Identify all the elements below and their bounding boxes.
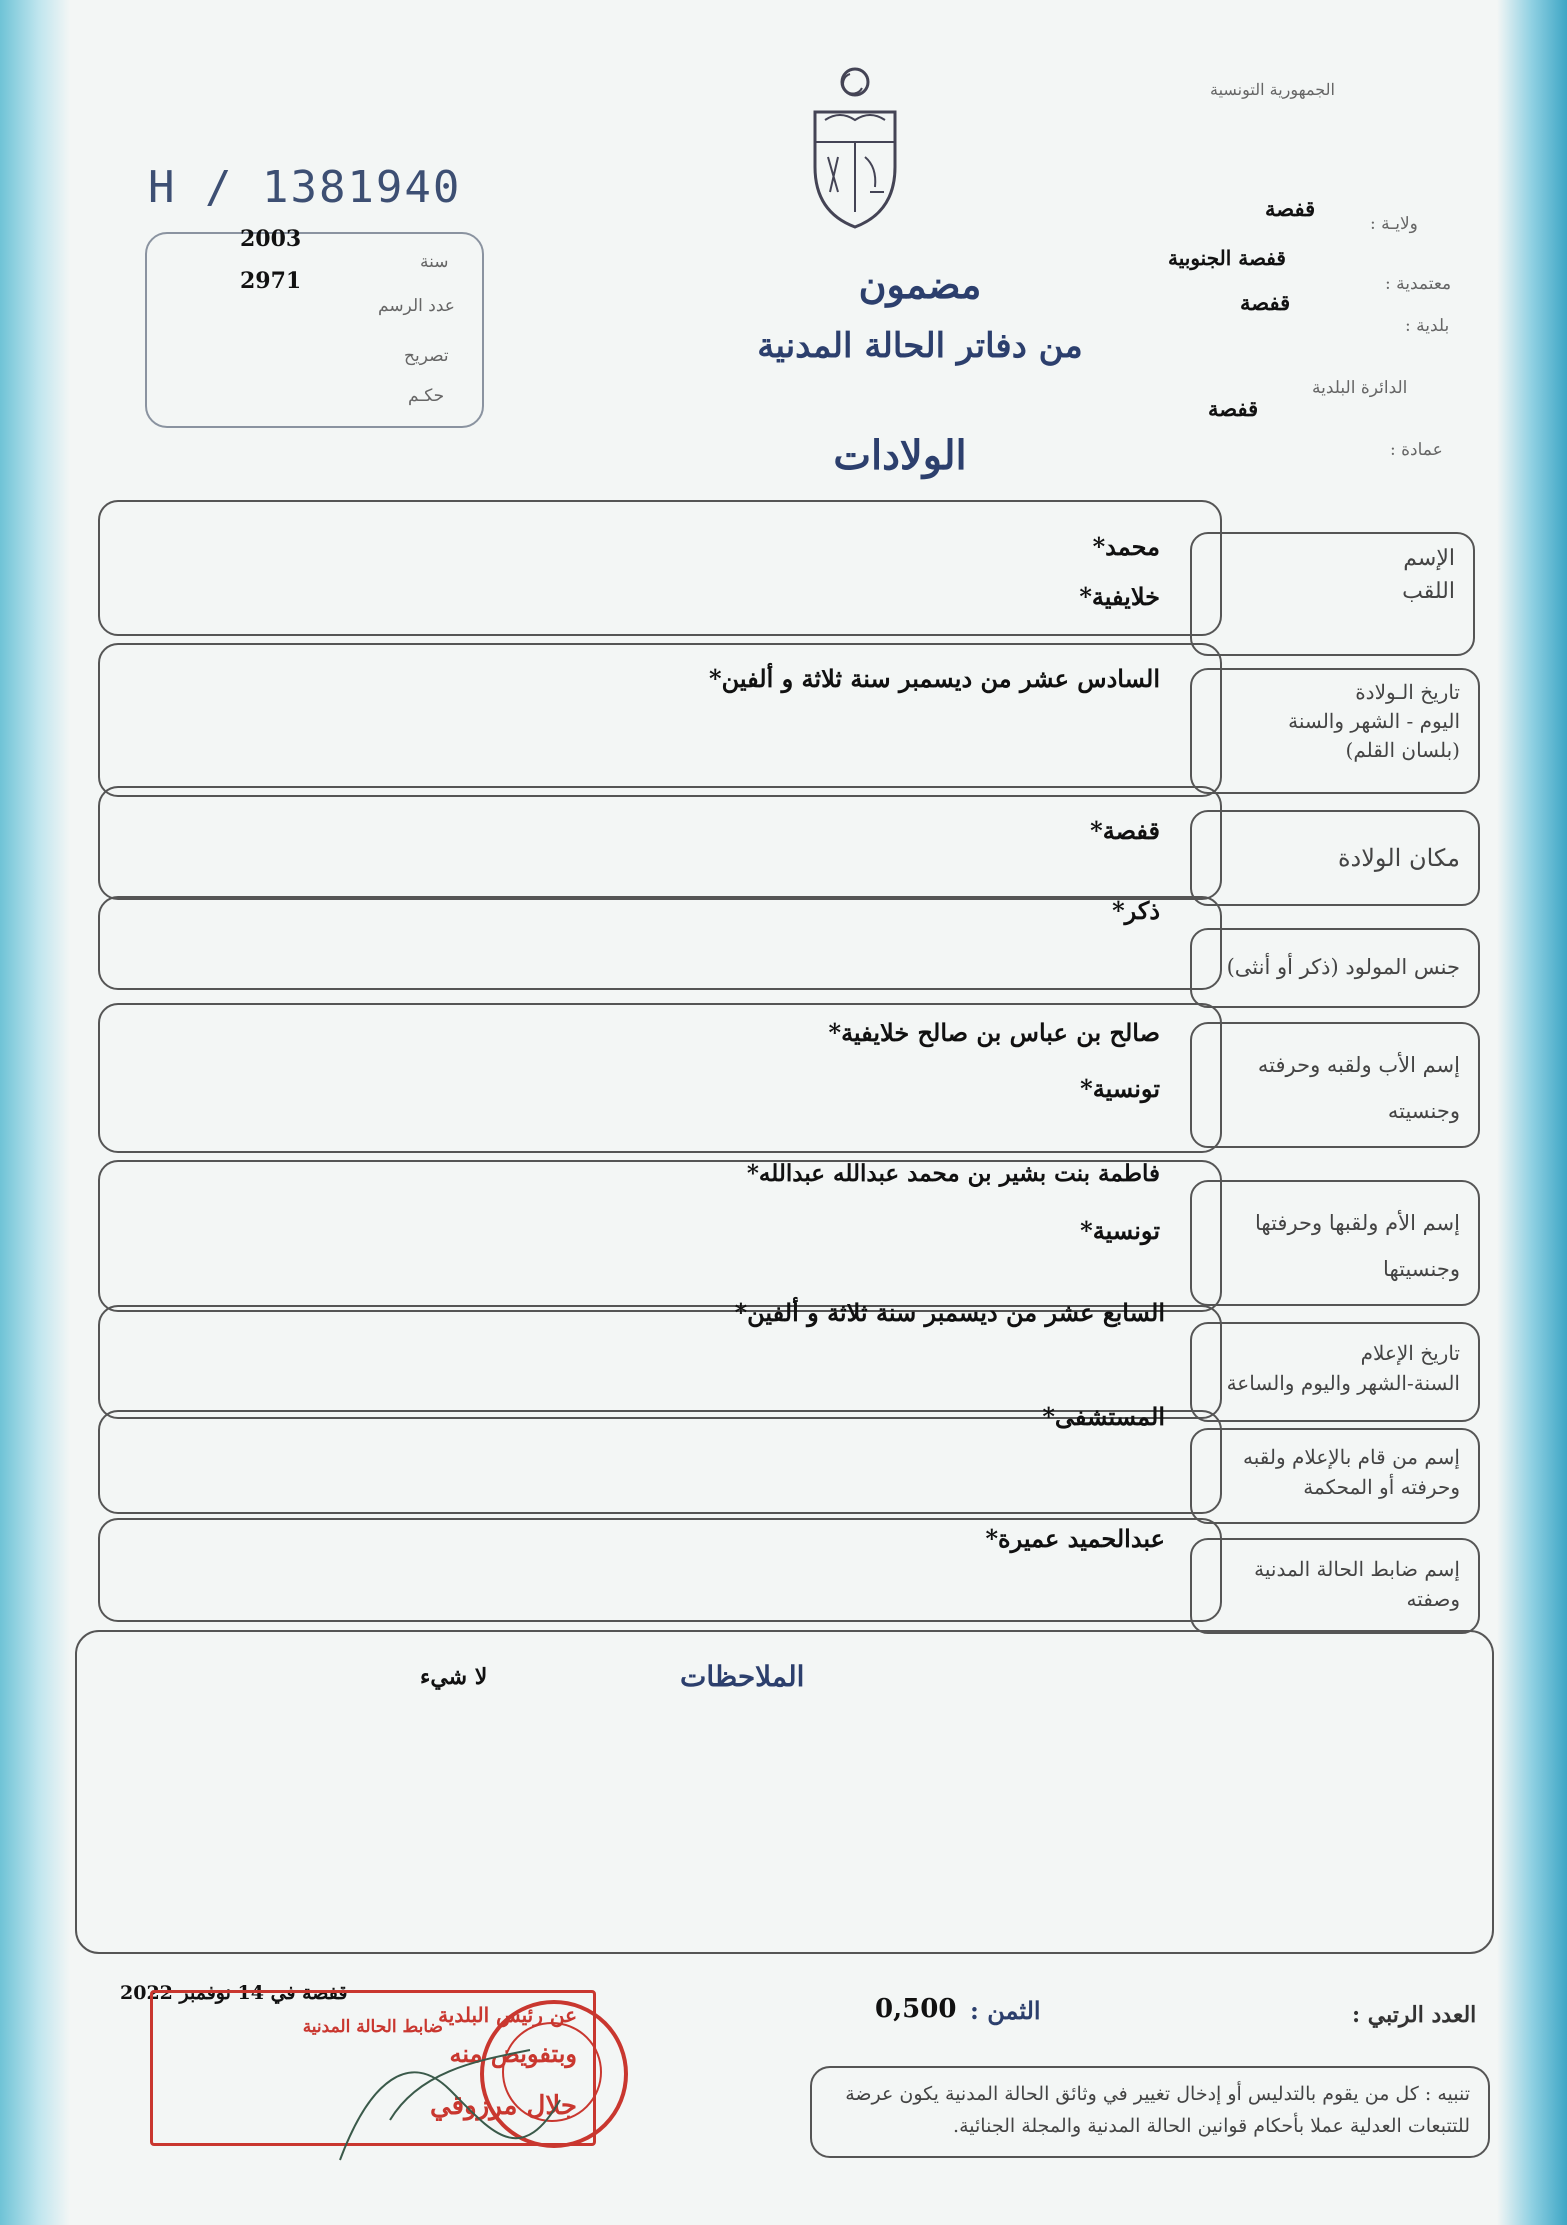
price-value: 0,500 (875, 1994, 957, 2024)
serial-label: العدد الرتبي : (1352, 2002, 1477, 2028)
declarant-sublabel: وحرفته أو المحكمة (1303, 1475, 1460, 1499)
birth-date-value: السادس عشر من ديسمبر سنة ثلاثة و ألفين* (709, 664, 1160, 693)
officer-label: إسم ضابط الحالة المدنية (1254, 1557, 1460, 1581)
officer-value: عبدالحميد عميرة* (985, 1524, 1165, 1553)
legal-warning-line1: تنبيه : كل من يقوم بالتدليس أو إدخال تغيير في وثائق الحالة المدنية يكون عرضة (845, 2083, 1470, 2105)
name-label: الإسم (1403, 546, 1455, 571)
birth-place-label-box (1190, 810, 1480, 906)
birth-date-note: (بلسان القلم) (1345, 738, 1460, 762)
birth-date-label-box (1190, 668, 1480, 794)
birth-place-label: مكان الولادة (1337, 844, 1460, 872)
birth-date-sublabel: اليوم - الشهر والسنة (1288, 709, 1460, 733)
tunisia-emblem-icon (800, 62, 910, 232)
declarant-label-box (1190, 1428, 1480, 1524)
register-declaration-label: تصريح (404, 346, 449, 366)
governorate-value: قفصة (1265, 196, 1316, 221)
name-value-box (98, 500, 1222, 636)
officer-sublabel: وصفته (1406, 1587, 1460, 1611)
serial-number: H / 1381940 (148, 162, 462, 213)
mother-nationality-value: تونسية* (1080, 1216, 1160, 1245)
register-year-label: سنة (420, 252, 449, 272)
sector-label: عمادة : (1390, 440, 1443, 460)
legal-warning-box (810, 2066, 1490, 2158)
declaration-date-sublabel: السنة-الشهر واليوم والساعة (1226, 1371, 1460, 1395)
republic-label: الجمهورية التونسية (1210, 80, 1335, 99)
surname-label: اللقب (1402, 579, 1455, 604)
municipality-value: قفصة (1240, 290, 1291, 315)
notes-label: الملاحظات (680, 1660, 805, 1693)
register-number-label: عدد الرسم (378, 296, 455, 316)
father-label: إسم الأب ولقبه وحرفته (1257, 1053, 1460, 1077)
sex-value-box (98, 896, 1222, 990)
name-label-box (1190, 532, 1475, 656)
governorate-label: ولايـة : (1370, 214, 1418, 234)
decorative-border-right (1497, 0, 1567, 2225)
birth-date-label: تاريخ الـولادة (1355, 680, 1460, 704)
certificate-title-registers: من دفاتر الحالة المدنية (757, 326, 1083, 366)
certificate-title-extract: مضمون (858, 262, 982, 307)
delegation-label: معتمدية : (1385, 274, 1452, 294)
register-number: 2971 (240, 268, 302, 294)
sex-label: جنس المولود (ذكر أو أنثى) (1226, 955, 1460, 979)
certificate-sheet (40, 0, 1490, 2225)
stamp-line2: وبتفويض منه (449, 2039, 577, 2068)
sex-value: ذكر* (1112, 896, 1160, 925)
issue-date: قفصة في 14 نوفمبر 2022 (120, 1982, 348, 2004)
birth-place-value-box (98, 786, 1222, 900)
officer-label-box (1190, 1538, 1480, 1634)
declaration-date-label: تاريخ الإعلام (1360, 1341, 1460, 1365)
declarant-value: المستشفى* (1042, 1402, 1165, 1431)
signature-icon (330, 2040, 570, 2180)
municipal-district-label: الدائرة البلدية (1312, 378, 1408, 398)
delegation-value: قفصة الجنوبية (1168, 246, 1286, 270)
father-nationality-label: وجنسيته (1387, 1099, 1460, 1124)
mother-nationality-label: وجنسيتها (1383, 1257, 1460, 1282)
declaration-date-value: السابع عشر من ديسمبر سنة ثلاثة و ألفين* (734, 1298, 1165, 1327)
mother-label-box (1190, 1180, 1480, 1306)
first-name-value: محمد* (1092, 532, 1160, 561)
municipality-label: بلدية : (1405, 316, 1450, 336)
birth-place-value: قفصة* (1090, 816, 1160, 845)
surname-value: خلايفية* (1079, 582, 1160, 611)
certificate-title-births: الولادات (833, 432, 967, 479)
notes-value: لا شيء (420, 1664, 488, 1690)
register-year: 2003 (240, 226, 302, 252)
stamp-line1: عن رئيس البلدية (438, 2003, 577, 2027)
declaration-date-label-box (1190, 1322, 1480, 1422)
father-nationality-value: تونسية* (1080, 1074, 1160, 1103)
declarant-label: إسم من قام بالإعلام ولقبه (1243, 1445, 1460, 1469)
stamp-line4: جلال مرزوقي (429, 2091, 577, 2121)
stamp-line3: ضابط الحالة المدنية (302, 2017, 443, 2037)
municipal-district-value: قفصة (1208, 396, 1259, 421)
sex-label-box (1190, 928, 1480, 1008)
father-name-value: صالح بن عباس بن صالح خلايفية* (828, 1018, 1160, 1047)
mother-label: إسم الأم ولقبها وحرفتها (1255, 1211, 1460, 1235)
price-label: الثمن : (970, 1996, 1041, 2025)
father-label-box (1190, 1022, 1480, 1148)
legal-warning-line2: للتتبعات العدلية عملا بأحكام قوانين الحالة المدنية والمجلة الجنائية. (953, 2115, 1470, 2138)
register-judgment-label: حكـم (408, 386, 445, 406)
mother-name-value: فاطمة بنت بشير بن محمد عبدالله عبدالله* (746, 1160, 1160, 1187)
